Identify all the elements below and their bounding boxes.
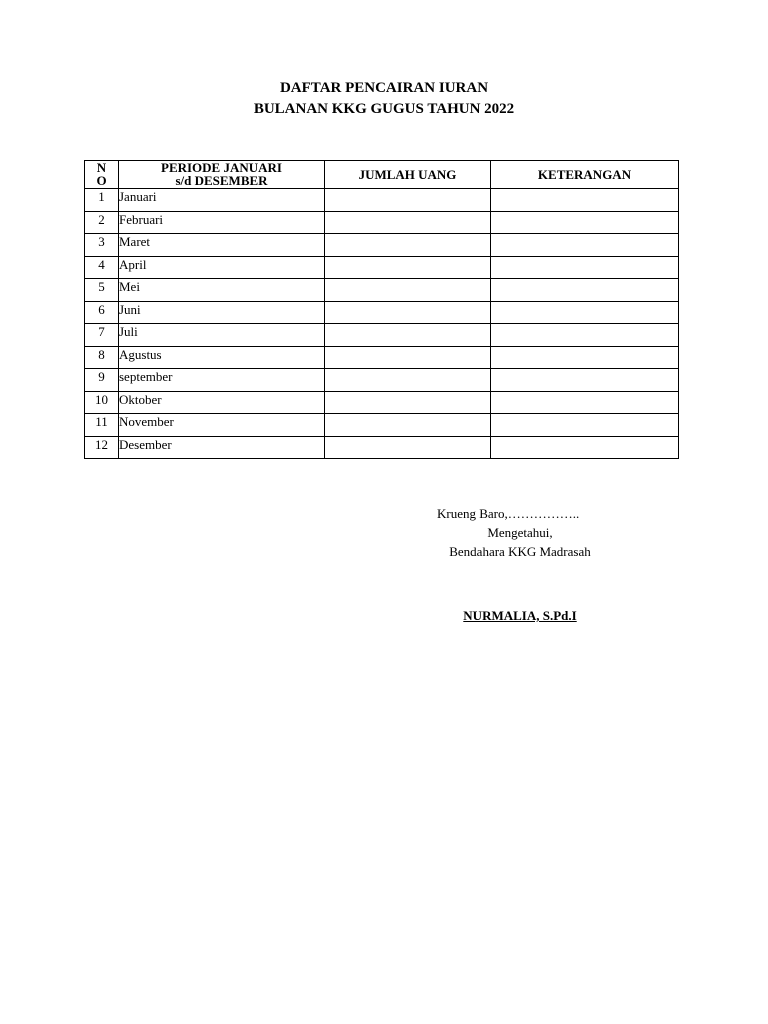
row-number: 3 [85, 234, 119, 257]
row-note [491, 414, 679, 437]
place-date: Krueng Baro,…………….. [437, 506, 580, 521]
row-number: 12 [85, 436, 119, 459]
row-note [491, 391, 679, 414]
row-note [491, 369, 679, 392]
row-number: 9 [85, 369, 119, 392]
table-row [85, 414, 679, 437]
document-title [0, 78, 768, 120]
row-note [491, 346, 679, 369]
table-row [85, 279, 679, 302]
table-row [85, 256, 679, 279]
signer-name: NURMALIA, S.Pd.I [463, 608, 577, 623]
title-line-2: BULANAN KKG GUGUS TAHUN 2022 [253, 101, 515, 117]
table-row [85, 324, 679, 347]
row-month: Juni [119, 301, 325, 324]
row-amount [325, 189, 491, 212]
row-amount [325, 346, 491, 369]
row-amount [325, 279, 491, 302]
signature-block [420, 504, 620, 625]
row-month: september [119, 369, 325, 392]
row-number: 4 [85, 256, 119, 279]
table-row [85, 234, 679, 257]
row-note [491, 211, 679, 234]
row-amount [325, 234, 491, 257]
row-month: April [119, 256, 325, 279]
row-month: Februari [119, 211, 325, 234]
row-month: Maret [119, 234, 325, 257]
header-note: KETERANGAN [491, 161, 679, 189]
row-month: Juli [119, 324, 325, 347]
row-number: 10 [85, 391, 119, 414]
header-period: PERIODE JANUARI s/d DESEMBER [119, 161, 325, 189]
row-month: Mei [119, 279, 325, 302]
table-row [85, 391, 679, 414]
table-header-row [85, 161, 679, 189]
row-number: 6 [85, 301, 119, 324]
row-amount [325, 256, 491, 279]
row-number: 7 [85, 324, 119, 347]
row-note [491, 301, 679, 324]
row-note [491, 189, 679, 212]
table-row [85, 301, 679, 324]
row-month: Januari [119, 189, 325, 212]
row-amount [325, 211, 491, 234]
table-row [85, 211, 679, 234]
row-note [491, 256, 679, 279]
row-amount [325, 324, 491, 347]
title-line-1: DAFTAR PENCAIRAN IURAN [279, 80, 489, 96]
table-row [85, 369, 679, 392]
row-month: Agustus [119, 346, 325, 369]
table-row [85, 436, 679, 459]
header-amount: JUMLAH UANG [325, 161, 491, 189]
row-month: November [119, 414, 325, 437]
row-note [491, 324, 679, 347]
header-no: N O [85, 161, 119, 189]
row-amount [325, 414, 491, 437]
row-number: 1 [85, 189, 119, 212]
row-number: 2 [85, 211, 119, 234]
dues-table [84, 160, 679, 459]
acknowledged-label: Mengetahui, [487, 525, 553, 540]
row-month: Oktober [119, 391, 325, 414]
row-amount [325, 436, 491, 459]
row-note [491, 279, 679, 302]
row-note [491, 436, 679, 459]
table-row [85, 346, 679, 369]
row-number: 5 [85, 279, 119, 302]
row-amount [325, 301, 491, 324]
signer-role: Bendahara KKG Madrasah [449, 544, 591, 559]
row-number: 11 [85, 414, 119, 437]
row-month: Desember [119, 436, 325, 459]
row-number: 8 [85, 346, 119, 369]
table-row [85, 189, 679, 212]
row-amount [325, 369, 491, 392]
row-note [491, 234, 679, 257]
row-amount [325, 391, 491, 414]
